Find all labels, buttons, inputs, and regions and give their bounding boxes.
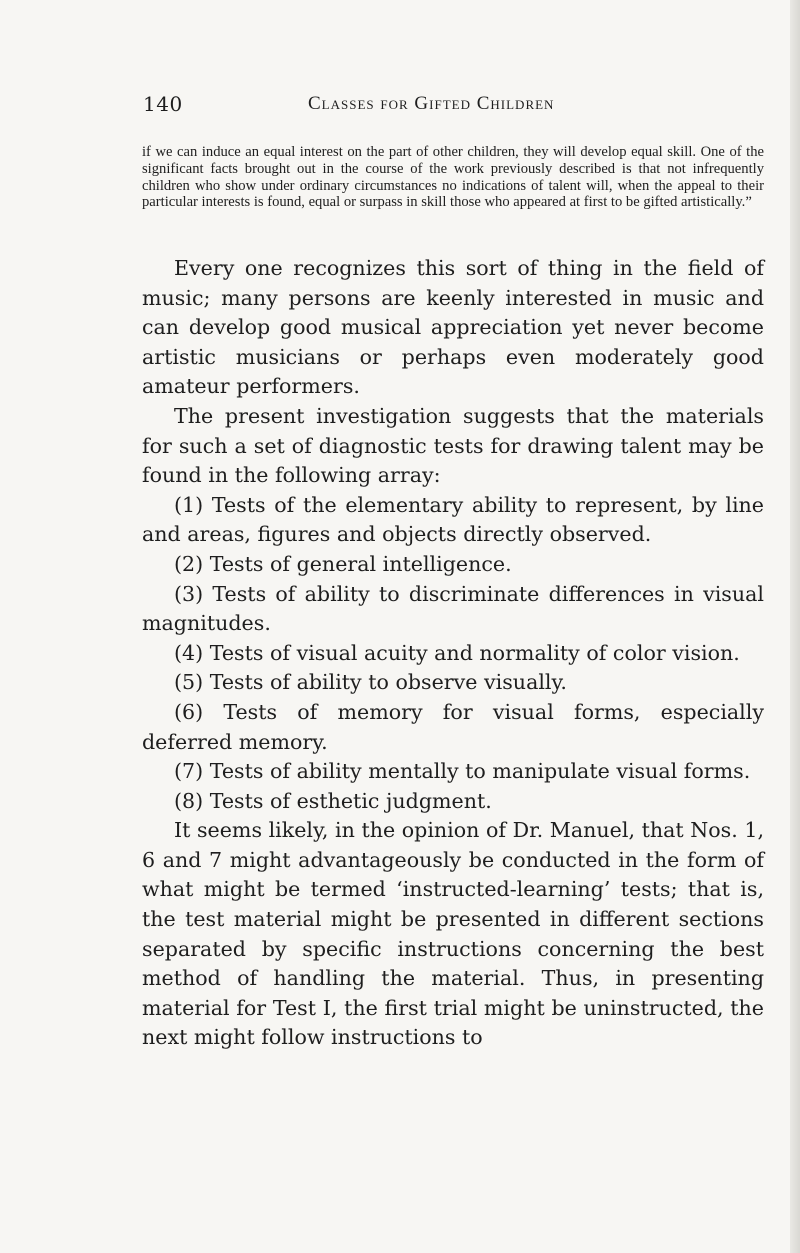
running-head <box>0 92 800 122</box>
running-title: Classes for Gifted Children <box>308 93 555 114</box>
paragraph-closing: It seems likely, in the opinion of Dr. Manuel, that Nos. 1, 6 and 7 might advantageously be conducted in the form of what might be termed ‘instructed-learning’ tests; that is, the test material might be presented in different sections separated by specific instructions concerning the best method of handling the material. Thus, in presenting material for Test I, the first trial might be uninstructed, the next might follow instructions to <box>142 818 764 1050</box>
list-item-test-3: (3) Tests of ability to discriminate differences in visual magnitudes. <box>142 581 764 636</box>
list-item-test-8: (8) Tests of esthetic judgment. <box>174 788 492 813</box>
list-item-test-7: (7) Tests of ability mentally to manipulate visual forms. <box>174 759 751 784</box>
list-item-test-4: (4) Tests of visual acuity and normality of color vision. <box>174 640 740 665</box>
list-item-test-2: (2) Tests of general intelligence. <box>174 551 512 576</box>
list-item-test-1: (1) Tests of the elementary ability to represent, by line and areas, figures and objects directly observed. <box>142 492 764 547</box>
page-number: 140 <box>143 92 183 116</box>
page-edge <box>790 0 800 1253</box>
paragraph-music: Every one recognizes this sort of thing in the field of music; many persons are keenly interested in music and can develop good musical appreciation yet never become artistic musicians or perhaps even moderately good amateur performers. <box>142 256 764 399</box>
paragraph-investigation: The present investigation suggests that the materials for such a set of diagnostic tests for drawing talent may be found in the following array: <box>142 403 764 488</box>
body-text <box>142 254 764 1053</box>
list-item-test-6: (6) Tests of memory for visual forms, especially deferred memory. <box>142 699 764 754</box>
quoted-passage: if we can induce an equal interest on the part of other children, they will develop equal skill. One of the significant facts brought out in the course of the work previously described is that not infrequently children who show under ordinary circumstances no indications of talent will, when the appeal to their particular interests is found, equal or surpass in skill those who appeared at first to be gifted artistically.” <box>142 144 764 211</box>
list-item-test-5: (5) Tests of ability to observe visually. <box>174 670 567 695</box>
